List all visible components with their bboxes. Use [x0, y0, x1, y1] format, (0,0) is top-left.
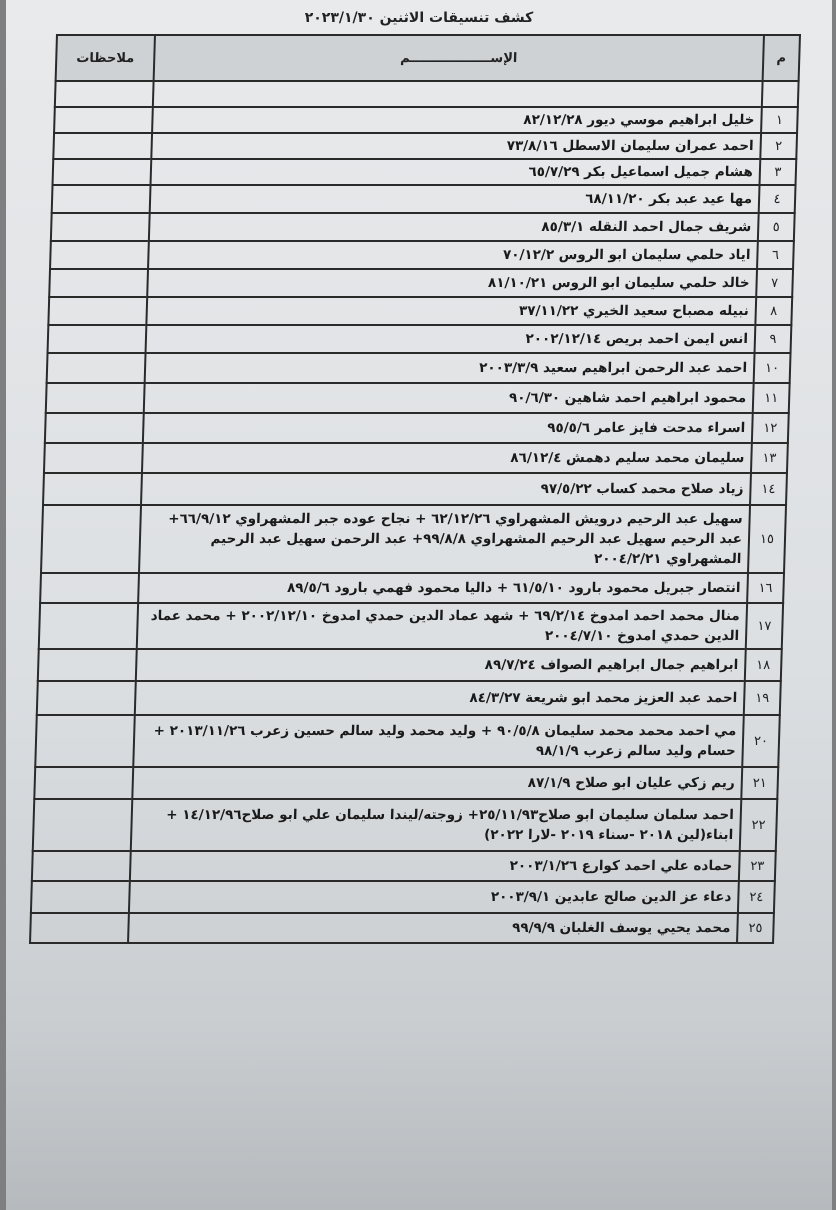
table-row — [33, 799, 778, 851]
row-notes — [53, 133, 152, 159]
names-table — [29, 34, 801, 944]
row-number: ٦ — [757, 241, 794, 269]
row-notes — [47, 353, 146, 383]
table-row — [39, 603, 783, 649]
row-name: حماده علي احمد كوارع ٢٠٠٣/١/٢٦ — [130, 851, 740, 881]
row-name: محمد يحيي يوسف الغلبان ٩٩/٩/٩ — [128, 913, 738, 943]
row-name: انتصار جبريل محمود بارود ٦١/٥/١٠ + داليا محمود فهمي بارود ٨٩/٥/٦ — [138, 573, 748, 603]
row-notes — [43, 473, 142, 505]
table-row — [45, 413, 789, 443]
table-row — [30, 913, 774, 943]
row-name: ابراهيم جمال ابراهيم الصواف ٨٩/٧/٢٤ — [136, 649, 746, 681]
row-name: احمد عبد العزيز محمد ابو شريعة ٨٤/٣/٢٧ — [135, 681, 745, 715]
row-name: خليل ابراهيم موسي ديور ٨٢/١٢/٢٨ — [152, 107, 762, 133]
table-row — [46, 383, 790, 413]
row-notes — [54, 107, 153, 133]
row-number: ٢٢ — [740, 799, 778, 851]
row-number: ٢١ — [741, 767, 778, 799]
table-row — [47, 353, 791, 383]
row-number: ٢٥ — [737, 913, 774, 943]
row-notes — [41, 505, 141, 573]
row-number: ١١ — [753, 383, 790, 413]
row-notes — [45, 413, 144, 443]
table-row — [51, 213, 795, 241]
row-name: شريف جمال احمد النقله ٨٥/٣/١ — [149, 213, 759, 241]
row-name: مي احمد محمد محمد سليمان ٩٠/٥/٨ + وليد محمد وليد سالم حسين زعرب ٢٠١٣/١١/٢٦ + حسام وليد سالم زعرب ٩٨/١/٩ — [133, 715, 744, 767]
header-notes: ملاحظات — [56, 35, 155, 81]
blank-cell — [153, 81, 763, 107]
table-row — [43, 473, 787, 505]
table-row — [41, 505, 786, 573]
row-notes — [44, 443, 143, 473]
table-row — [52, 185, 796, 213]
row-notes — [48, 297, 147, 325]
row-number: ١٣ — [751, 443, 788, 473]
row-notes — [49, 269, 148, 297]
table-row — [44, 443, 788, 473]
row-name: احمد سلمان سليمان ابو صلاح٢٥/١١/٩٣+ زوجته/ليندا سليمان علي ابو صلاح١٤/١٢/٩٦ + ابناء(لين ٢٠١٨ -سناء ٢٠١٩ -لارا ٢٠٢٢) — [131, 799, 742, 851]
row-number: ١٥ — [748, 505, 786, 573]
row-notes — [31, 881, 130, 913]
table-row — [54, 107, 798, 133]
row-number: ٤ — [759, 185, 796, 213]
table-header-row — [56, 35, 800, 81]
row-name: مها عيد عبد بكر ٦٨/١١/٢٠ — [150, 185, 760, 213]
row-number: ٢٣ — [739, 851, 776, 881]
table-row — [53, 133, 797, 159]
document-page — [6, 0, 832, 1210]
table-row — [49, 269, 793, 297]
table-row — [34, 767, 778, 799]
row-name: احمد عمران سليمان الاسطل ٧٣/٨/١٦ — [151, 133, 761, 159]
row-name: سهيل عبد الرحيم درويش المشهراوي ٦٢/١٢/٢٦ + نجاح عوده جبر المشهراوي ٦٦/٩/١٢+ عبد الرحيم سهيل عبد الرحيم المشهراوي ٩٩/٨/٨+ عبد الرحمن سهيل عبد الرحيم المشهراوي ٢٠٠٤/٢/٢١ — [139, 505, 750, 573]
row-number: ١٦ — [747, 573, 784, 603]
table-row — [48, 325, 792, 353]
table-row — [32, 851, 776, 881]
table-row — [35, 715, 780, 767]
row-notes — [40, 573, 139, 603]
row-name: احمد عبد الرحمن ابراهيم سعيد ٢٠٠٣/٣/٩ — [145, 353, 755, 383]
row-number: ١٧ — [746, 603, 783, 649]
row-name: اياد حلمي سليمان ابو الروس ٧٠/١٢/٢ — [148, 241, 758, 269]
table-row — [31, 881, 775, 913]
row-notes — [38, 649, 137, 681]
row-name: سليمان محمد سليم دهمش ٨٦/١٢/٤ — [142, 443, 752, 473]
row-number: ٢٤ — [738, 881, 775, 913]
row-number: ١٩ — [744, 681, 781, 715]
row-notes — [48, 325, 147, 353]
row-name: هشام جميل اسماعيل بكر ٦٥/٧/٢٩ — [151, 159, 761, 185]
document-title: كشف تنسيقات الاثنين ٢٠٢٣/١/٣٠ — [304, 10, 534, 26]
row-notes — [52, 185, 151, 213]
row-name: انس ايمن احمد بريص ٢٠٠٢/١٢/١٤ — [146, 325, 756, 353]
row-number: ٣ — [760, 159, 797, 185]
blank-row — [55, 81, 799, 107]
table-row — [38, 649, 782, 681]
row-name: خالد حلمي سليمان ابو الروس ٨١/١٠/٢١ — [147, 269, 757, 297]
row-notes — [37, 681, 136, 715]
row-number: ١٤ — [750, 473, 787, 505]
row-notes — [32, 851, 131, 881]
row-notes — [53, 159, 152, 185]
table-row — [37, 681, 781, 715]
row-number: ١٠ — [754, 353, 791, 383]
row-number: ١ — [761, 107, 798, 133]
row-name: زياد صلاح محمد كساب ٩٧/٥/٢٢ — [141, 473, 751, 505]
row-notes — [51, 213, 150, 241]
blank-cell — [55, 81, 154, 107]
row-notes — [30, 913, 129, 943]
row-name: ريم زكي عليان ابو صلاح ٨٧/١/٩ — [132, 767, 742, 799]
table-row — [40, 573, 784, 603]
row-notes — [35, 715, 135, 767]
row-number: ٢٠ — [742, 715, 780, 767]
table-row — [53, 159, 797, 185]
row-name: دعاء عز الدين صالح عابدين ٢٠٠٣/٩/١ — [129, 881, 739, 913]
row-number: ٨ — [755, 297, 792, 325]
row-name: نبيله مصباح سعيد الخيري ٣٧/١١/٢٢ — [146, 297, 756, 325]
row-number: ٢ — [760, 133, 797, 159]
table-row — [48, 297, 792, 325]
row-notes — [50, 241, 149, 269]
row-number: ١٢ — [752, 413, 789, 443]
row-name: اسراء مدحت فايز عامر ٩٥/٥/٦ — [143, 413, 753, 443]
blank-cell — [762, 81, 799, 107]
row-notes — [34, 767, 133, 799]
row-number: ١٨ — [745, 649, 782, 681]
row-number: ٥ — [758, 213, 795, 241]
row-name: منال محمد احمد امدوخ ٦٩/٢/١٤ + شهد عماد الدين حمدي امدوخ ٢٠٠٢/١٢/١٠ + محمد عماد الدين حمدي امدوخ ٢٠٠٤/٧/١٠ — [137, 603, 747, 649]
header-number: م — [763, 35, 800, 81]
row-notes — [33, 799, 133, 851]
row-notes — [46, 383, 145, 413]
row-number: ٧ — [756, 269, 793, 297]
row-name: محمود ابراهيم احمد شاهين ٩٠/٦/٣٠ — [144, 383, 754, 413]
table-row — [50, 241, 794, 269]
row-notes — [39, 603, 138, 649]
header-name: الإســــــــــــــــــم — [154, 35, 764, 81]
row-number: ٩ — [755, 325, 792, 353]
